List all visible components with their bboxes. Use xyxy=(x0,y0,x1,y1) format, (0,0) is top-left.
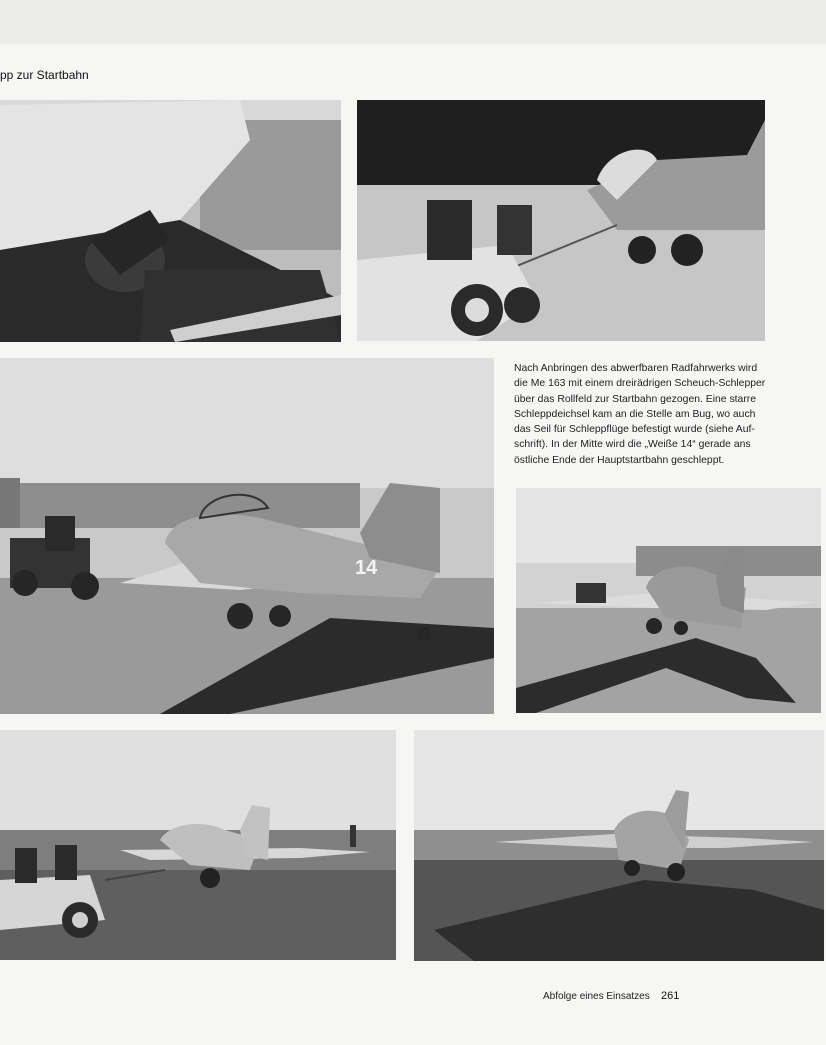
photo-weisse-14-towed xyxy=(0,358,494,714)
photo-aircraft-in-haze xyxy=(516,488,821,713)
aircraft-marking-number: 14 xyxy=(355,557,378,579)
caption-line: schrift). In der Mitte wird die „Weiße 14“ gerade ans xyxy=(514,439,751,451)
photo-mechanic-at-aircraft xyxy=(0,100,341,342)
caption-line: östliche Ende der Hauptstartbahn geschleppt. xyxy=(514,454,725,466)
photo-tractor-towing-from-hangar xyxy=(357,100,765,341)
running-head: pp zur Startbahn xyxy=(0,68,89,82)
footer-section-title: Abfolge eines Einsatzes xyxy=(543,991,650,1002)
caption-line: Nach Anbringen des abwerfbaren Radfahrwerks wird xyxy=(514,363,758,374)
page-number: 261 xyxy=(661,990,680,1002)
scanned-page-top-edge xyxy=(0,0,826,44)
caption-line: die Me 163 mit einem dreirädrigen Scheuch-Schlepper xyxy=(514,378,766,390)
caption-line: das Seil für Schleppflüge befestigt wurde (siehe Auf- xyxy=(514,424,755,436)
photo-towing-on-airfield xyxy=(0,730,396,960)
caption-line: über das Rollfeld zur Startbahn gezogen. Eine starre xyxy=(514,393,757,405)
photo-aircraft-on-field xyxy=(414,730,824,961)
photo-caption xyxy=(514,361,770,468)
caption-line: Schleppdeichsel kam an die Stelle am Bug, wo auch xyxy=(514,408,756,420)
